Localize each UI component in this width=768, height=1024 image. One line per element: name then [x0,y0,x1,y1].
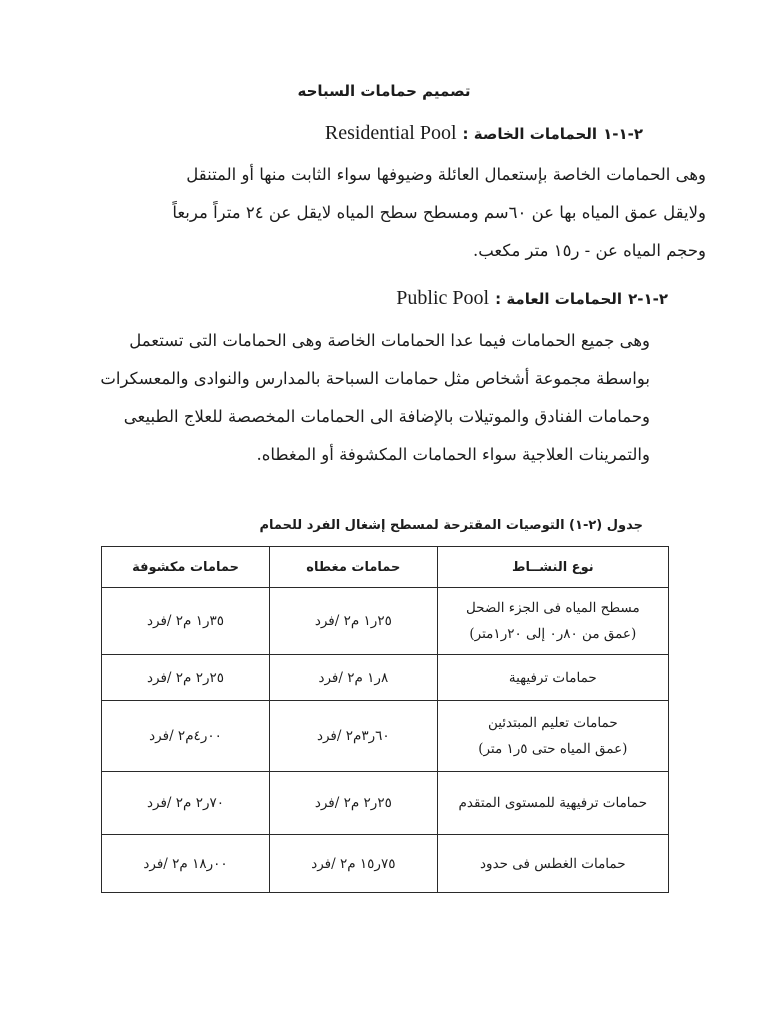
open-value: ٠٠ر٤م٢ /فرد [102,701,270,772]
activity-label: حمامات ترفيهية للمستوى المتقدم [458,795,648,811]
section-heading-residential [325,122,643,145]
open-value: ٠٠ر١٨ م٢ /فرد [102,835,270,893]
covered-value: ٢٥ر٢ م٢ /فرد [270,772,438,835]
paragraph-line: وحجم المياه عن - ر١٥ متر مكعب. [472,241,706,260]
section-number: ٢-١-١ [603,125,643,143]
activity-cell [437,701,668,772]
page-title: تصميم حمامات السباحه [297,82,471,100]
section-heading-public [396,287,668,310]
residential-paragraph [66,156,706,270]
section-title-english: Public Pool [396,287,490,309]
header-covered-pools: حمامات مغطاه [270,547,438,588]
activity-label: حمامات تعليم المبتدئين [487,715,618,731]
activity-note: (عمق المياه حتى ٥ر١ متر) [478,741,628,757]
recommendations-table [101,546,669,893]
table-header-row [102,547,669,588]
open-value: ٣٥ر١ م٢ /فرد [102,588,270,655]
open-value: ٧٠ر٢ م٢ /فرد [102,772,270,835]
activity-cell [437,588,668,655]
activity-label: مسطح المياه فى الجزء الضحل [465,600,640,616]
table-row [102,588,669,655]
section-title-arabic: الحمامات العامة : [495,290,623,308]
table-row [102,655,669,701]
paragraph-line: بواسطة مجموعة أشخاص مثل حمامات السباحة بالمدارس والنوادى والمعسكرات [100,369,650,388]
header-open-pools: حمامات مكشوفة [102,547,270,588]
public-paragraph [100,322,650,474]
header-activity: نوع النشــاط [437,547,668,588]
table-row [102,772,669,835]
paragraph-line: والتمرينات العلاجية سواء الحمامات المكشوفة أو المغطاه. [256,445,650,464]
activity-cell [437,835,668,893]
table-row [102,701,669,772]
covered-value: ٧٥ر١٥ م٢ /فرد [270,835,438,893]
section-title-english: Residential Pool [324,122,457,144]
table-row [102,835,669,893]
paragraph-line: وهى جميع الحمامات فيما عدا الحمامات الخاصة وهى الحمامات التى تستعمل [129,331,650,350]
paragraph-line: وهى الحمامات الخاصة بإستعمال العائلة وضيوفها سواء الثابت منها أو المتنقل [186,165,706,184]
section-number: ٢-١-٢ [628,290,668,308]
paragraph-line: ولايقل عمق المياه بها عن ٦٠سم ومسطح سطح المياه لايقل عن ٢٤ متراً مربعاً [172,203,706,222]
paragraph-line: وحمامات الفنادق والموتيلات بالإضافة الى الحمامات المخصصة للعلاج الطبيعى [123,407,650,426]
covered-value: ٢٥ر١ م٢ /فرد [270,588,438,655]
activity-note: (عمق من ٨٠ر٠ إلى ٢٠ر١متر) [469,626,637,642]
covered-value: ٨ر١ م٢ /فرد [270,655,438,701]
activity-cell [437,655,668,701]
covered-value: ٦٠ر٣م٢ /فرد [270,701,438,772]
activity-label: حمامات ترفيهية [508,669,597,686]
activity-cell [437,772,668,835]
open-value: ٢٥ر٢ م٢ /فرد [102,655,270,701]
activity-label: حمامات الغطس فى حدود [480,855,626,872]
section-title-arabic: الحمامات الخاصة : [462,125,598,143]
table-caption: جدول (٢-١) التوصيات المقترحة لمسطح إشغال الفرد للحمام [259,518,643,533]
